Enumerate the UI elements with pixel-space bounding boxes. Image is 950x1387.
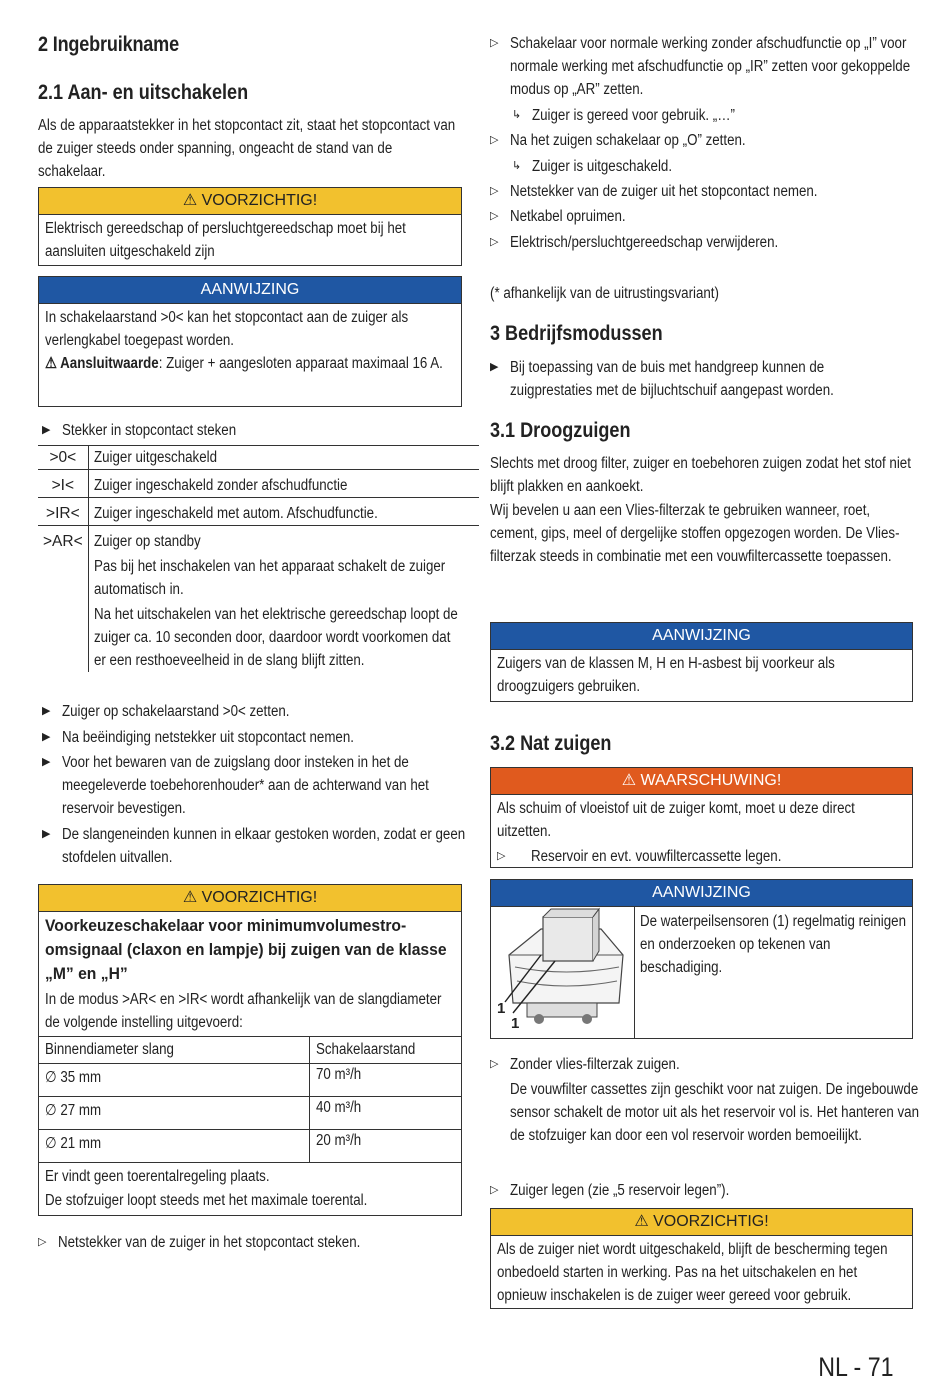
result-arrow-icon: ↳	[512, 109, 522, 121]
step-triangle-icon: ▷	[38, 1236, 47, 1248]
caution-text: In de modus >AR< en >IR< wordt afhankelijk van de slangdiameter de volgende instelling uitgevoerd:	[45, 991, 442, 1031]
table-row: ∅ 27 mm 40 m³/h	[39, 1097, 461, 1130]
intro-paragraph: Als de apparaatstekker in het stopcontact zit, staat het stopcontact van de zuiger steeds onder spanning, ongeacht de stand van de schakelaar.	[38, 117, 456, 180]
step-triangle-icon: ▷	[497, 850, 506, 862]
step-triangle-icon: ▷	[490, 1184, 499, 1196]
table-row: >AR< Zuiger op standby Pas bij het inschakelen van het apparaat schakelt de zuiger automatisch in. Na het uitschakelen van het elektrische gereedschap loopt de zuiger ca. 10 seconden door, daardoor wordt voorkomen dat er een resthoeveelheid in de slang blijft zitten.	[38, 526, 479, 673]
table-row: >IR< Zuiger ingeschakeld met autom. Afschudfunctie.	[38, 498, 479, 526]
caution-header: ⚠ VOORZICHTIG!	[491, 1209, 912, 1236]
ar-paragraph-2: Na het uitschakelen van het elektrische gereedschap loopt de zuiger ca. 10 seconden door, daardoor wordt voorkomen dat er een resthoeveelheid in de slang blijft zitten.	[93, 606, 458, 669]
section-heading: 2 Ingebruikname	[38, 33, 179, 56]
connection-value-label: ⚠ Aansluitwaarde	[45, 355, 159, 372]
caution-header: ⚠ VOORZICHTIG!	[39, 885, 461, 912]
bullet-icon: ▶	[42, 731, 51, 743]
table-row: >0< Zuiger uitgeschakeld	[38, 446, 479, 470]
footnote: (* afhankelijk van de uitrustingsvariant)	[490, 285, 719, 302]
ar-paragraph-1: Pas bij het inschakelen van het apparaat schakelt de zuiger automatisch in.	[93, 558, 445, 598]
bullet-icon: ▶	[42, 705, 51, 717]
hose-table	[39, 1036, 461, 1163]
note-text: In schakelaarstand >0< kan het stopcontact aan de zuiger als verlengkabel toegepast worden.	[45, 309, 409, 349]
table-row: ∅ 35 mm 70 m³/h	[39, 1064, 461, 1097]
step-triangle-icon: ▷	[490, 236, 499, 248]
subsection-heading: 3.1 Droogzuigen	[490, 419, 631, 442]
step-triangle-icon: ▷	[490, 1058, 499, 1070]
caution-box	[38, 187, 462, 266]
figure-label: 1	[511, 1015, 520, 1032]
note-text: De waterpeilsensoren (1) regelmatig reinigen en onderzoeken op tekenen van beschadiging.	[640, 913, 906, 976]
step-triangle-icon: ▷	[490, 37, 499, 49]
result-arrow-icon: ↳	[512, 160, 522, 172]
section-heading: 3 Bedrijfsmodussen	[490, 322, 663, 345]
note-header: AANWIJZING	[39, 277, 461, 304]
table-header-row: Binnendiameter slang Schakelaarstand	[39, 1037, 461, 1064]
paragraph: Slechts met droog filter, zuiger en toebehoren zuigen zodat het stof niet blijft plakken en aankoekt.	[490, 455, 911, 495]
caution-header: ⚠ VOORZICHTIG!	[39, 188, 461, 215]
step-triangle-icon: ▷	[490, 134, 499, 146]
table-row: >I< Zuiger ingeschakeld zonder afschudfunctie	[38, 470, 479, 498]
warning-text: Als schuim of vloeistof uit de zuiger komt, moet u deze direct uitzetten.	[497, 800, 855, 840]
subsection-heading: 2.1 Aan- en uitschakelen	[38, 81, 249, 104]
caution-text: Als de zuiger niet wordt uitgeschakeld, blijft de bescherming tegen onbedoeld starten in werking. Pas na het uitschakelen en het opnieuw inschakelen is de zuiger weer gereed voor gebruik.	[497, 1241, 888, 1304]
caution-box	[490, 1208, 913, 1309]
caution-box-flow-signal	[38, 884, 462, 1216]
note-text: Zuigers van de klassen M, H en H-asbest bij voorkeur als droogzuigers gebruiken.	[497, 655, 835, 695]
vacuum-figure	[491, 907, 635, 1038]
caution-title: Voorkeuzeschakelaar voor minimumvolumestro-omsignaal (claxon en lampje) bij zuigen van de klasse „M” en „H”	[45, 917, 447, 983]
connection-value-text: : Zuiger + aangesloten apparaat maximaal 16 A.	[158, 355, 443, 372]
table-row: ∅ 21 mm 20 m³/h	[39, 1130, 461, 1163]
bullet-icon: ▶	[42, 424, 51, 436]
caution-text: Elektrisch gereedschap of persluchtgereedschap moet bij het aansluiten uitgeschakeld zijn	[45, 220, 406, 260]
warning-box: ⚠ WAARSCHUWING! Als schuim of vloeistof uit de zuiger komt, moet u deze direct uitzetten. ▷ Reservoir en evt. vouwfiltercassette legen.	[490, 767, 913, 868]
bullet-icon: ▶	[42, 828, 51, 840]
bullet-icon: ▶	[42, 756, 51, 768]
note-header: AANWIJZING	[491, 880, 912, 907]
step-triangle-icon: ▷	[490, 185, 499, 197]
paragraph: Wij bevelen u aan een Vlies-filterzak te gebruiken wanneer, roet, cement, gips, meel of dergelijke stoffen opgezogen worden. De Vlies-filterzak steeds in combinatie met een vouwfiltercassette toepassen.	[490, 502, 900, 565]
page-number: NL - 71	[818, 1352, 894, 1382]
note-header: AANWIJZING	[491, 623, 912, 650]
switch-table	[38, 445, 479, 672]
caution-footnote-1: Er vindt geen toerentalregeling plaats.	[45, 1168, 270, 1185]
caution-footnote-2: De stofzuiger loopt steeds met het maximale toerental.	[45, 1192, 368, 1209]
note-box-sensors	[490, 879, 913, 1039]
warning-header: ⚠ WAARSCHUWING!	[491, 768, 912, 795]
paragraph: De vouwfilter cassettes zijn geschikt voor nat zuigen. De ingebouwde sensor schakelt de motor uit als het reservoir vol is. Het hanteren van de stofzuiger kan door een vol reservoir worden bemoeilijkt.	[510, 1081, 919, 1144]
note-box	[38, 276, 462, 407]
note-box	[490, 622, 913, 702]
figure-label: 1	[497, 1000, 506, 1017]
step-triangle-icon: ▷	[490, 210, 499, 222]
bullet-icon: ▶	[490, 361, 499, 373]
subsection-heading: 3.2 Nat zuigen	[490, 732, 612, 755]
